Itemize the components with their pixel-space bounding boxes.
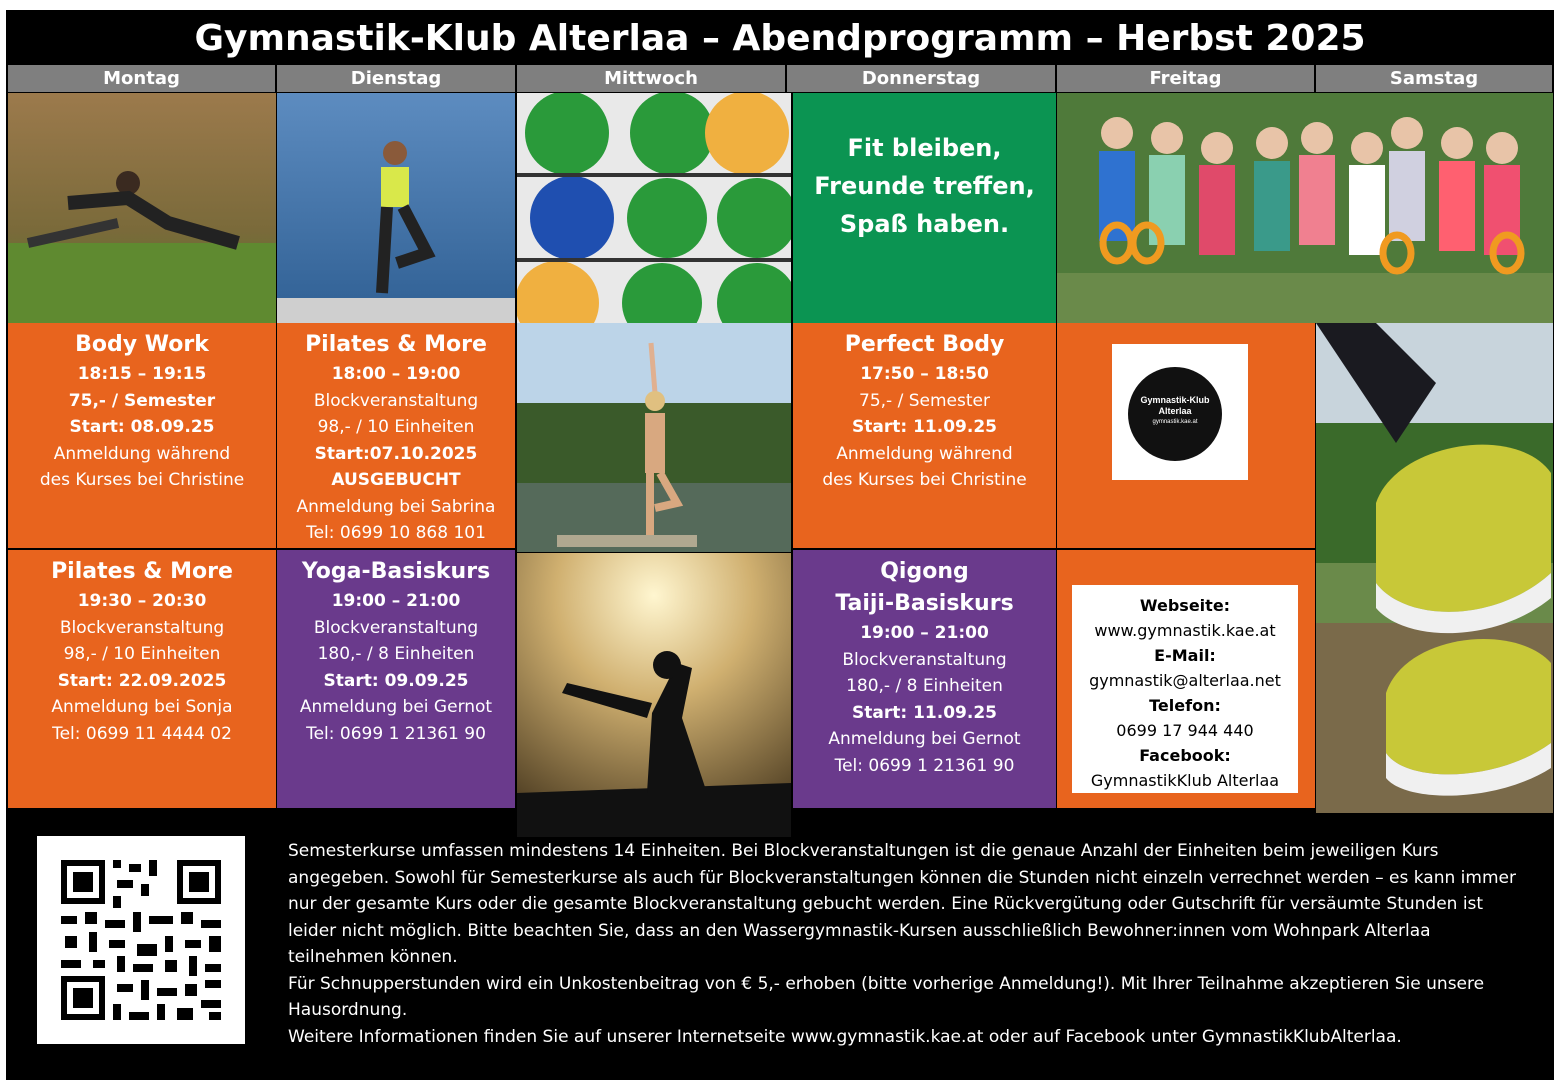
course-phone: Tel: 0699 11 4444 02 xyxy=(52,723,232,744)
course-status: AUSGEBUCHT xyxy=(331,470,461,490)
course-time: 19:00 – 21:00 xyxy=(860,623,989,643)
course-phone: Tel: 0699 10 868 101 xyxy=(306,523,486,543)
course-time: 18:00 – 19:00 xyxy=(331,364,461,384)
day-header-wednesday: Mittwoch xyxy=(517,65,785,92)
photo-stretching-outdoor xyxy=(8,93,276,323)
club-logo-circle xyxy=(1128,367,1222,461)
photo-yoga-silhouette xyxy=(517,553,791,837)
photo-yoga-lake xyxy=(277,93,515,323)
day-header-tuesday: Dienstag xyxy=(277,65,515,92)
course-start: Start: 11.09.25 xyxy=(852,417,997,437)
course-registration: Anmeldung bei Sonja xyxy=(51,697,233,717)
course-registration: Anmeldung bei Gernot xyxy=(828,729,1021,749)
course-type: Blockveranstaltung xyxy=(313,617,479,638)
course-price: 75,- / Semester xyxy=(68,390,216,411)
course-time: 17:50 – 18:50 xyxy=(860,364,989,384)
logo-text-2: Alterlaa xyxy=(1158,406,1192,416)
qr-code xyxy=(37,836,245,1044)
contact-fb-label: Facebook: xyxy=(1139,746,1231,765)
course-registration: Anmeldung bei Sabrina xyxy=(296,496,496,517)
course-title: Qigong xyxy=(880,559,969,584)
logo-text-3: gymnastik.kae.at xyxy=(1152,419,1198,425)
photo-yoga-tree-pose xyxy=(517,323,791,552)
course-phone: Tel: 0699 1 21361 90 xyxy=(306,723,486,744)
course-time: 18:15 – 19:15 xyxy=(77,364,207,384)
contact-box xyxy=(1072,585,1298,793)
logo-text-1: Gymnastik-Klub xyxy=(1140,395,1210,405)
course-yoga xyxy=(277,550,515,808)
contact-mail[interactable]: gymnastik@alterlaa.net xyxy=(1089,671,1281,690)
day-header-monday: Montag xyxy=(8,65,275,92)
course-title: Perfect Body xyxy=(844,332,1005,357)
course-time: 19:30 – 20:30 xyxy=(77,591,207,611)
course-title: Yoga-Basiskurs xyxy=(301,559,491,584)
course-type: Blockveranstaltung xyxy=(59,617,225,638)
slogan-line-2: Freunde treffen, xyxy=(814,172,1035,200)
course-subtitle: Taiji-Basiskurs xyxy=(835,591,1014,616)
course-time: 19:00 – 21:00 xyxy=(331,591,461,611)
course-pilates-monday xyxy=(8,550,276,808)
page-title: Gymnastik-Klub Alterlaa – Abendprogramm – Herbst 2025 xyxy=(194,18,1366,59)
course-body-work xyxy=(8,323,276,548)
course-price: 98,- / 10 Einheiten xyxy=(63,644,221,664)
course-price: 180,- / 8 Einheiten xyxy=(317,644,475,664)
slogan-box xyxy=(793,93,1056,323)
course-registration: Anmeldung während xyxy=(53,443,231,464)
slogan-line-1: Fit bleiben, xyxy=(847,134,1002,162)
course-title: Pilates & More xyxy=(305,332,487,357)
course-registration: Anmeldung während xyxy=(836,443,1013,464)
contact-mail-label: E-Mail: xyxy=(1154,646,1216,665)
course-start: Start: 09.09.25 xyxy=(323,670,469,691)
footer-info xyxy=(288,838,1528,1050)
contact-phone-label: Telefon: xyxy=(1149,696,1221,715)
course-type: Blockveranstaltung xyxy=(842,649,1007,670)
footer-paragraph-1: Semesterkurse umfassen mindestens 14 Einheiten. Bei Blockveranstaltungen ist die genaue Anzahl der Einheiten beim jeweiligen Kurs angegeben. Sowohl für Semesterkurse als auch für Blockveranstaltungen können die Stunden nicht einzeln verrechnet werden – es kann immer nur der gesamte Kurs oder die gesamte Blockveranstaltung gebucht werden. Eine Rückvergütung oder Gutschrift für versäumte Stunden ist leider nicht möglich. Bitte beachten Sie, dass an den Wassergymnastik-Kursen ausschließlich Bewohner:innen vom Wohnpark Alterlaa teilnehmen können. xyxy=(288,841,1516,967)
course-registration-2: des Kurses bei Christine xyxy=(822,470,1027,490)
course-pilates-tuesday xyxy=(277,323,515,548)
day-header-friday: Freitag xyxy=(1057,65,1314,92)
course-price: 98,- / 10 Einheiten xyxy=(317,417,475,437)
course-registration-2: des Kurses bei Christine xyxy=(39,470,245,490)
contact-web-label: Webseite: xyxy=(1139,596,1231,615)
course-price: 75,- / Semester xyxy=(859,390,990,411)
course-qigong xyxy=(793,550,1056,808)
day-header-saturday: Samstag xyxy=(1316,65,1552,92)
course-title: Pilates & More xyxy=(51,559,233,584)
footer-paragraph-3: Weitere Informationen finden Sie auf unserer Internetseite www.gymnastik.kae.at oder auf Facebook unter GymnastikKlubAlterlaa. xyxy=(288,1026,1402,1047)
photo-sneakers xyxy=(1316,323,1553,813)
course-type: Blockveranstaltung xyxy=(313,390,479,411)
course-start: Start: 11.09.25 xyxy=(852,702,997,723)
photo-gym-balls xyxy=(517,93,791,323)
course-phone: Tel: 0699 1 21361 90 xyxy=(834,755,1015,776)
course-start: Start:07.10.2025 xyxy=(314,443,478,464)
course-perfect-body xyxy=(793,323,1056,548)
course-start: Start: 08.09.25 xyxy=(69,417,215,437)
contact-fb[interactable]: GymnastikKlub Alterlaa xyxy=(1090,771,1280,790)
footer-paragraph-2: Für Schnupperstunden wird ein Unkostenbeitrag von € 5,- erhoben (bitte vorherige Anmeldung!). Mit Ihrer Teilnahme akzeptieren Sie unsere Hausordnung. xyxy=(288,973,1485,1020)
course-registration: Anmeldung bei Gernot xyxy=(299,697,493,717)
slogan-line-3: Spaß haben. xyxy=(839,210,1010,238)
course-title: Body Work xyxy=(75,332,209,357)
day-header-thursday: Donnerstag xyxy=(787,65,1055,92)
contact-phone: 0699 17 944 440 xyxy=(1116,721,1254,740)
photo-group-members xyxy=(1057,93,1553,323)
contact-web[interactable]: www.gymnastik.kae.at xyxy=(1094,621,1276,640)
course-start: Start: 22.09.2025 xyxy=(57,670,227,691)
course-price: 180,- / 8 Einheiten xyxy=(846,676,1003,696)
